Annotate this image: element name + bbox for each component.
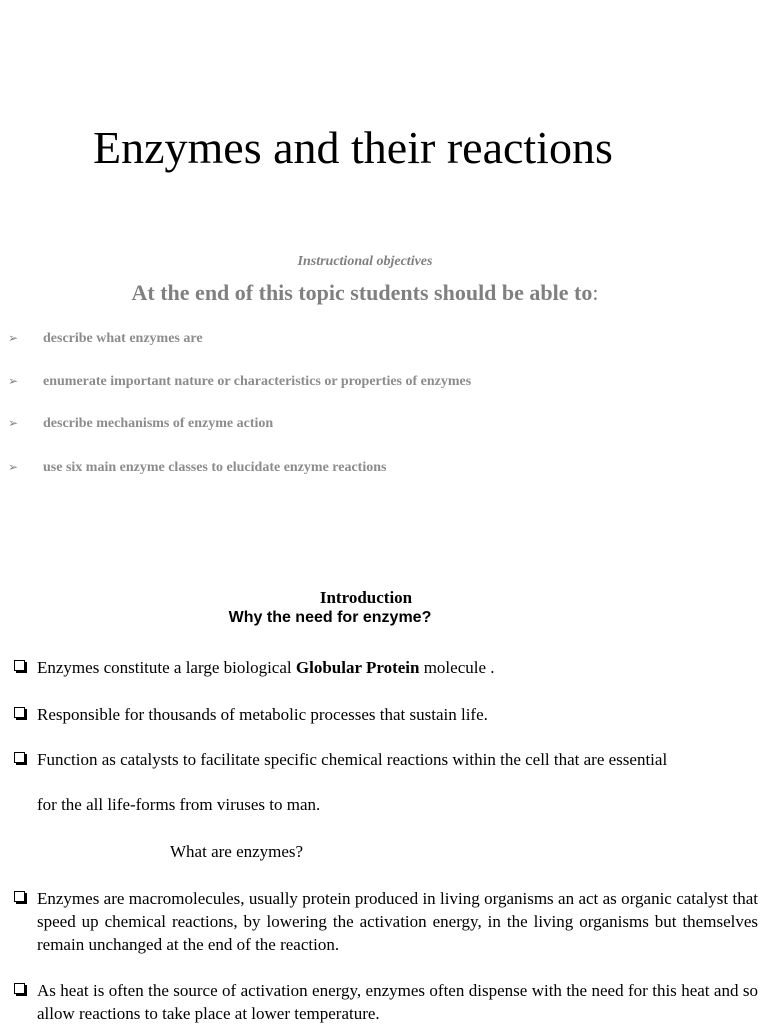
objectives-heading: Instructional objectives [297,254,433,269]
why-enzyme-heading: Why the need for enzyme? [228,609,432,626]
checkbox-bullet-icon [14,891,25,902]
bullet-text-part: molecule . [419,658,495,677]
objective-item [0,374,760,396]
arrow-bullet-icon: ➢ [8,331,19,345]
what-are-enzymes-heading: What are enzymes? [170,842,304,861]
objectives-subheading [0,280,730,306]
objectives-subheading-text: At the end of this topic students should be able to [131,280,593,305]
objective-text: describe mechanisms of enzyme action [43,416,274,431]
bullet-text: Enzymes are macromolecules, usually protein produced in living organisms an act as organic catalyst that speed up chemical reactions, by lowering the activation energy, in the living organisms but themselves remain unchanged at the end of the reaction. [37,889,758,954]
checkbox-bullet-icon [14,707,25,718]
bullet-text-part: Enzymes constitute a large biological [37,658,296,677]
objective-text: enumerate important nature or characteristics or properties of enzymes [43,374,472,389]
bullet-continuation: for the all life-forms from viruses to man. [37,795,321,814]
bullet-text: As heat is often the source of activation energy, enzymes often dispense with the need for this heat and so allow reactions to take place at lower temperature. [37,981,758,1023]
objectives-subheading-colon: : [592,280,599,305]
objective-text: describe what enzymes are [43,331,203,346]
arrow-bullet-icon: ➢ [8,374,19,388]
objective-item [0,460,760,482]
page-title: Enzymes and their reactions [93,122,613,173]
objective-item [0,331,760,353]
introduction-heading: Introduction [319,588,413,607]
bullet-text [37,656,758,679]
arrow-bullet-icon: ➢ [8,416,19,430]
arrow-bullet-icon: ➢ [8,460,19,474]
bullet-text-bold: Globular Protein [295,658,420,677]
checkbox-bullet-icon [14,983,25,994]
checkbox-bullet-icon [14,752,25,763]
checkbox-bullet-icon [14,660,25,671]
bullet-text: Responsible for thousands of metabolic processes that sustain life. [37,705,488,724]
objective-item [0,416,760,438]
objective-text: use six main enzyme classes to elucidate enzyme reactions [43,460,387,475]
bullet-text: Function as catalysts to facilitate specific chemical reactions within the cell that are essential [37,750,668,769]
